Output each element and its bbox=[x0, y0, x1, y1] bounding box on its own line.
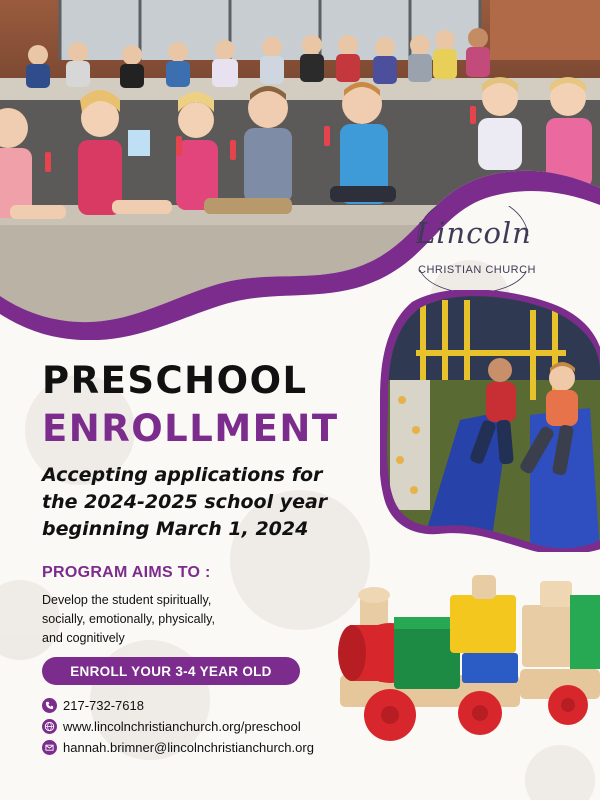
aims-line-3: and cognitively bbox=[42, 631, 125, 645]
aims-line-1: Develop the student spiritually, bbox=[42, 593, 212, 607]
phone-icon bbox=[42, 698, 57, 713]
program-aims-body bbox=[42, 591, 302, 648]
phone-number[interactable]: 217-732-7618 bbox=[63, 697, 144, 713]
accepting-line-2: the 2024-2025 school year bbox=[42, 491, 328, 513]
church-logo bbox=[398, 206, 548, 298]
contact-phone[interactable] bbox=[42, 695, 372, 715]
globe-icon bbox=[42, 719, 57, 734]
aims-line-2: socially, emotionally, physically, bbox=[42, 612, 215, 626]
headline-preschool: PRESCHOOL bbox=[42, 359, 308, 402]
program-aims-title: PROGRAM AIMS TO : bbox=[42, 564, 211, 581]
contact-email[interactable] bbox=[42, 737, 372, 757]
accepting-line-3: beginning March 1, 2024 bbox=[42, 518, 309, 540]
contact-website[interactable] bbox=[42, 716, 372, 736]
email-icon bbox=[42, 740, 57, 755]
enroll-button[interactable]: ENROLL YOUR 3-4 YEAR OLD bbox=[42, 657, 300, 685]
logo-subtitle: CHRISTIAN CHURCH bbox=[418, 264, 536, 276]
website-link[interactable]: www.lincolnchristianchurch.org/preschool bbox=[63, 718, 301, 734]
accepting-line-1: Accepting applications for bbox=[42, 464, 323, 486]
playground-slide-photo bbox=[380, 290, 600, 552]
accepting-applications-text bbox=[42, 462, 382, 543]
email-address[interactable]: hannah.brimner@lincolnchristianchurch.org bbox=[63, 739, 314, 755]
toy-train-illustration bbox=[330, 565, 600, 750]
headline-enrollment: ENROLLMENT bbox=[42, 407, 339, 450]
logo-script-text: Lincoln bbox=[416, 216, 532, 250]
